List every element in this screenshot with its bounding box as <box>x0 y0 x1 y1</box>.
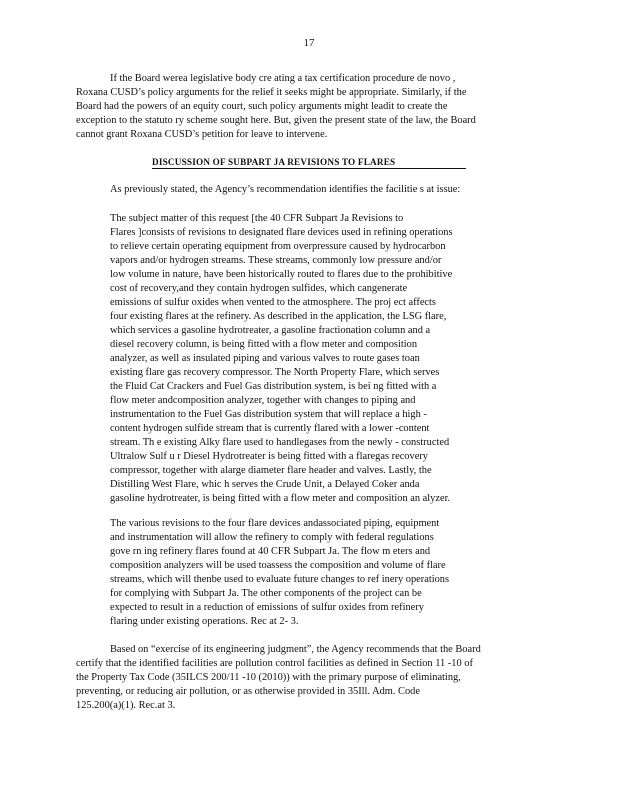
text-line: which services a gasoline hydrotreater, a gasoline fractionation column and a <box>110 325 431 336</box>
text-line: and instrumentation will allow the refinery to comply with federal regulations <box>110 532 434 543</box>
text-line: Roxana CUSD’s policy arguments for the relief it seeks might be appropriate. Similarly, if the <box>76 87 467 98</box>
text-line: Ultralow Sulf u r Diesel Hydrotreater is being fitted with a flaregas recovery <box>110 451 428 462</box>
text-line: 125.200(a)(1). Rec.at 3. <box>76 700 176 711</box>
text-line: vapors and/or hydrogen streams. These streams, commonly low pressure and/or <box>110 255 442 266</box>
text-line: If the Board werea legislative body cre ating a tax certification procedure de novo , <box>110 73 456 84</box>
text-line: expected to result in a reduction of emissions of sulfur oxides from refinery <box>110 602 424 613</box>
text-line: flaring under existing operations. Rec at 2- 3. <box>110 616 299 627</box>
paragraph-intro-quote <box>110 183 530 197</box>
text-line: gasoline hydrotreater, is being fitted with a flow meter and composition an alyzer. <box>110 493 451 504</box>
block-quote-revisions <box>110 517 510 629</box>
text-line: Distilling West Flare, whic h serves the Crude Unit, a Delayed Coker anda <box>110 479 420 490</box>
text-line: analyzer, as well as insulated piping and various valves to route gases toan <box>110 353 420 364</box>
text-line: gove rn ing refinery flares found at 40 CFR Subpart Ja. The flow m eters and <box>110 546 431 557</box>
text-line: the Fluid Cat Crackers and Fuel Gas distribution system, is bei ng fitted with a <box>110 381 437 392</box>
text-line: Board had the powers of an equity court, such policy arguments might leadit to create the <box>76 101 448 112</box>
text-line: cannot grant Roxana CUSD’s petition for leave to intervene. <box>76 129 328 140</box>
paragraph-recommendation <box>76 643 531 713</box>
text-line: content hydrogen sulfide stream that is currently flared with a lower -content <box>110 423 430 434</box>
text-line: diesel recovery column, is being fitted with a flow meter and composition <box>110 339 418 350</box>
text-line: streams, which will thenbe used to evaluate future changes to ref inery operations <box>110 574 450 585</box>
text-line: emissions of sulfur oxides when vented to the atmosphere. The proj ect affects <box>110 297 436 308</box>
block-quote-subject-matter <box>110 212 510 506</box>
text-line: Based on “exercise of its engineering judgment”, the Agency recommends that the Board <box>110 644 481 655</box>
section-heading: DISCUSSION OF SUBPART JA REVISIONS TO FLARES <box>152 156 466 169</box>
text-line: As previously stated, the Agency’s recommendation identifies the facilitie s at issue: <box>110 184 461 195</box>
text-line: flow meter andcomposition analyzer, together with changes to piping and <box>110 395 416 406</box>
text-line: four existing flares at the refinery. As described in the application, the LSG flare, <box>110 311 447 322</box>
page-number: 17 <box>303 37 315 49</box>
text-line: low volume in nature, have been historically routed to flares due to the prohibitive <box>110 269 453 280</box>
text-line: certify that the identified facilities are pollution control facilities as defined in Section 11 -10 of <box>76 658 473 669</box>
text-line: for complying with Subpart Ja. The other components of the project can be <box>110 588 422 599</box>
text-line: preventing, or reducing air pollution, or as otherwise provided in 35Ill. Adm. Code <box>76 686 420 697</box>
text-line: to relieve certain operating equipment from overpressure caused by hydrocarbon <box>110 241 446 252</box>
text-line: The subject matter of this request [the 40 CFR Subpart Ja Revisions to <box>110 213 404 224</box>
text-line: The various revisions to the four flare devices andassociated piping, equipment <box>110 518 440 529</box>
text-line: composition analyzers will be used toassess the composition and volume of flare <box>110 560 446 571</box>
text-line: the Property Tax Code (35ILCS 200/11 -10 (2010)) with the primary purpose of eliminating, <box>76 672 461 683</box>
text-line: cost of recovery,and they contain hydrogen sulfides, which cangenerate <box>110 283 408 294</box>
text-line: Flares ]consists of revisions to designated flare devices used in refining operations <box>110 227 453 238</box>
paragraph-intervention-policy <box>76 72 531 142</box>
text-line: exception to the statuto ry scheme sought here. But, given the present state of the law, the Board <box>76 115 476 126</box>
text-line: stream. Th e existing Alky flare used to handlegases from the newly - constructed <box>110 437 450 448</box>
text-line: compressor, together with alarge diameter flare header and valves. Lastly, the <box>110 465 432 476</box>
text-line: existing flare gas recovery compressor. The North Property Flare, which serves <box>110 367 440 378</box>
text-line: instrumentation to the Fuel Gas distribution system that will replace a high - <box>110 409 427 420</box>
